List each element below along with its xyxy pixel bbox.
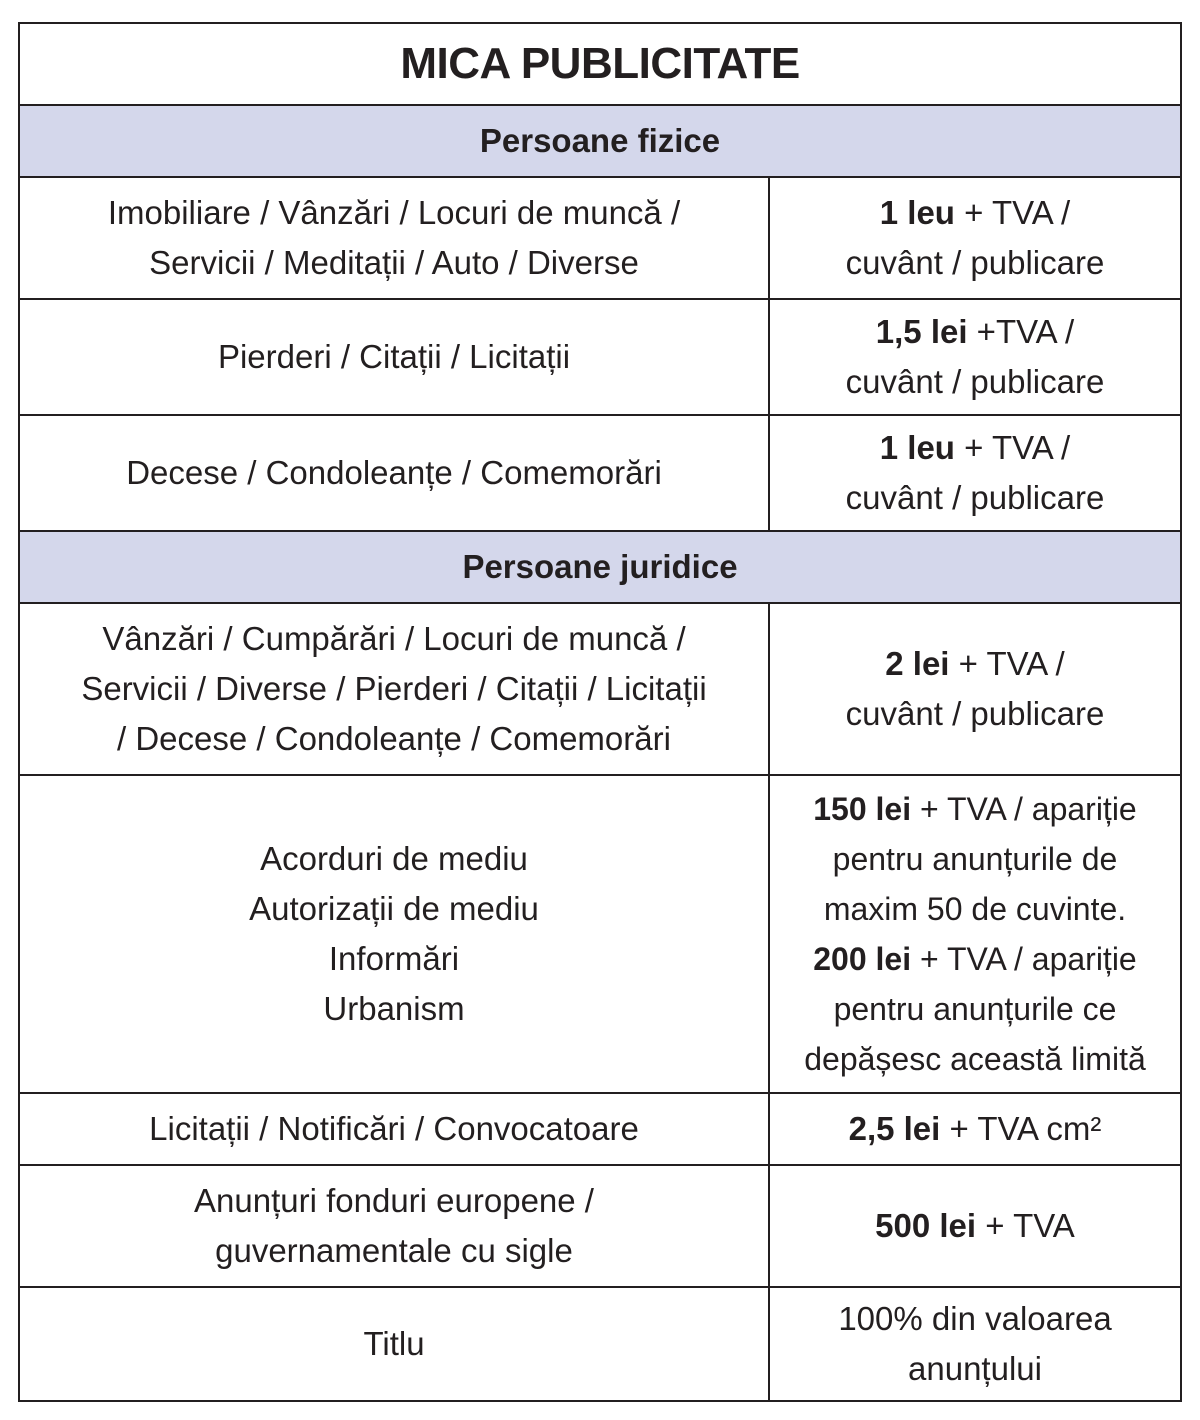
title-text: MICA PUBLICITATE (400, 39, 800, 88)
price-amount: 1 leu (879, 194, 955, 231)
price-unit: + TVA / apariție (911, 941, 1137, 977)
category-line: Decese / Condoleanțe / Comemorări (126, 454, 662, 491)
section-header-juridice (20, 532, 1180, 604)
price-unit-line: cuvânt / publicare (845, 363, 1105, 400)
price-note-line: maxim 50 de cuvinte. (823, 891, 1127, 927)
category-line: Autorizații de mediu (249, 890, 539, 927)
price-amount: 1 leu (879, 429, 955, 466)
price-cell (770, 1288, 1180, 1400)
price-cell (770, 1166, 1180, 1286)
table-row (20, 604, 1180, 776)
section-heading: Persoane juridice (462, 548, 738, 585)
table-row (20, 300, 1180, 416)
category-line: Vânzări / Cumpărări / Locuri de muncă / (102, 620, 686, 657)
price-cell (770, 300, 1180, 414)
table-row (20, 1288, 1180, 1400)
category-cell (20, 776, 770, 1092)
category-cell (20, 1166, 770, 1286)
price-unit: +TVA / (967, 313, 1075, 350)
category-line: / Decese / Condoleanțe / Comemorări (117, 720, 671, 757)
category-line: Licitații / Notificări / Convocatoare (149, 1110, 639, 1147)
category-cell (20, 300, 770, 414)
section-heading: Persoane fizice (479, 122, 721, 159)
price-amount: 150 lei (813, 791, 912, 827)
table-row (20, 1094, 1180, 1166)
price-unit-line: cuvânt / publicare (845, 244, 1105, 281)
price-note-line: pentru anunțurile ce (833, 991, 1117, 1027)
price-unit: + TVA / apariție (911, 791, 1137, 827)
price-note-line: depășesc această limită (804, 1041, 1146, 1077)
category-line: Pierderi / Citații / Licitații (217, 338, 571, 375)
category-cell (20, 1094, 770, 1164)
table-title (20, 24, 1180, 106)
price-cell (770, 776, 1180, 1092)
price-amount: 2 lei (885, 645, 950, 682)
price-unit-line: cuvânt / publicare (845, 695, 1105, 732)
price-cell (770, 1094, 1180, 1164)
price-unit: + TVA (976, 1207, 1075, 1244)
category-cell (20, 604, 770, 774)
category-line: Imobiliare / Vânzări / Locuri de muncă / (107, 194, 681, 231)
category-line: Informări (328, 940, 460, 977)
category-line: Servicii / Diverse / Pierderi / Citații / Licitații (81, 670, 707, 707)
category-line: Urbanism (323, 990, 465, 1027)
table-row (20, 776, 1180, 1094)
price-cell (770, 178, 1180, 298)
price-cell (770, 416, 1180, 530)
pricing-table (18, 22, 1182, 1402)
table-row (20, 416, 1180, 532)
price-unit: + TVA cm² (940, 1110, 1102, 1147)
category-line: Titlu (363, 1325, 425, 1362)
category-cell (20, 1288, 770, 1400)
price-note-line: pentru anunțurile de (832, 841, 1118, 877)
price-unit: + TVA / (949, 645, 1065, 682)
price-amount: 500 lei (875, 1207, 977, 1244)
price-amount: 2,5 lei (848, 1110, 941, 1147)
table-row (20, 1166, 1180, 1288)
price-unit-line: cuvânt / publicare (845, 479, 1105, 516)
category-line: Servicii / Meditații / Auto / Diverse (149, 244, 639, 281)
price-amount: 1,5 lei (875, 313, 968, 350)
price-amount: 200 lei (813, 941, 912, 977)
price-unit: + TVA / (954, 194, 1071, 231)
section-header-fizice (20, 106, 1180, 178)
table-row (20, 178, 1180, 300)
price-note-line: 100% din valoarea (838, 1300, 1112, 1337)
category-line: guvernamentale cu sigle (215, 1232, 573, 1269)
category-cell (20, 178, 770, 298)
price-cell (770, 604, 1180, 774)
category-line: Anunțuri fonduri europene / (194, 1182, 594, 1219)
category-cell (20, 416, 770, 530)
category-line: Acorduri de mediu (260, 840, 528, 877)
price-note-line: anunțului (908, 1350, 1042, 1387)
price-unit: + TVA / (954, 429, 1071, 466)
